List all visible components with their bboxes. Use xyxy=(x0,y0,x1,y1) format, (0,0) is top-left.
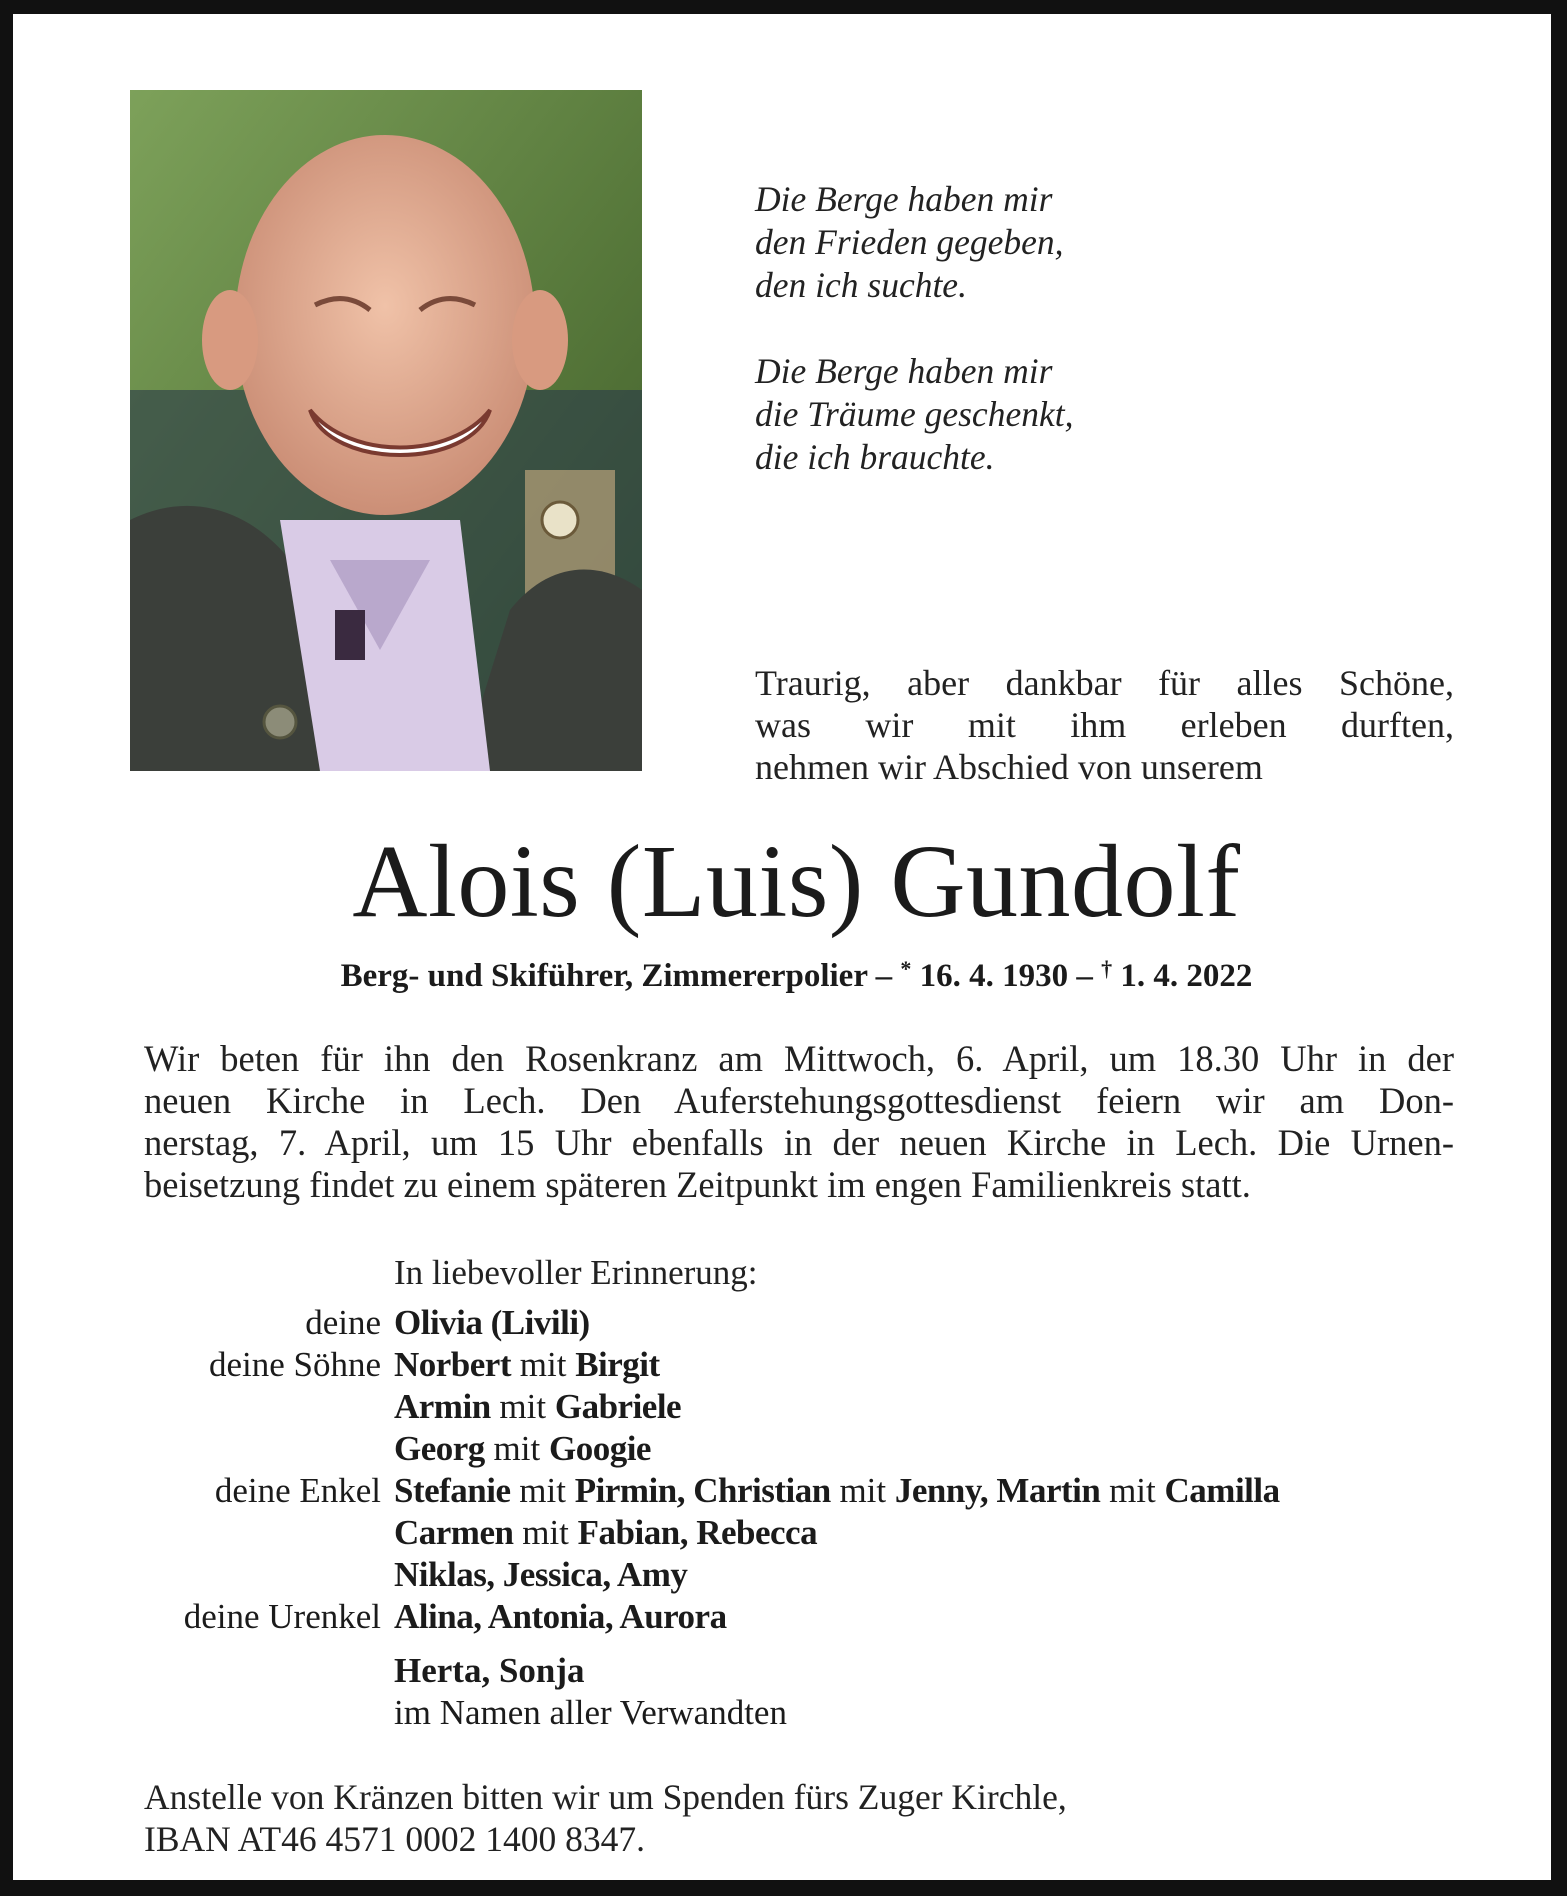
portrait-photo-illustration xyxy=(130,90,642,771)
deceased-name: Alois (Luis) Gundolf xyxy=(352,824,1241,939)
poem-line: die ich brauchte. xyxy=(755,437,995,477)
mourner-connector: mit xyxy=(484,1429,549,1468)
mourner-name: Pirmin, Christian xyxy=(574,1471,831,1510)
mourner-name: Birgit xyxy=(575,1345,660,1384)
mourner-name: Googie xyxy=(548,1429,651,1468)
mourner-name: Olivia (Livili) xyxy=(394,1303,590,1342)
mourner-name: Camilla xyxy=(1164,1471,1280,1510)
mourner-names xyxy=(394,1512,817,1554)
service-line: nerstag, 7. April, um 15 Uhr ebenfalls in der neuen Kirche in Lech. Die Urnen- xyxy=(144,1122,1454,1163)
service-announcement xyxy=(144,1038,1454,1206)
mourner-relation xyxy=(113,1554,394,1596)
poem xyxy=(755,178,1073,522)
mourner-connector: mit xyxy=(511,1345,576,1384)
mourner-name: Alina, Antonia, Aurora xyxy=(394,1597,727,1636)
poem-line: den Frieden gegeben, xyxy=(755,222,1064,262)
poem-line: Die Berge haben mir xyxy=(755,179,1053,219)
mourner-relation: deine xyxy=(305,1303,381,1342)
mourner-relation xyxy=(113,1512,394,1554)
mourner-relation: deine Urenkel xyxy=(183,1597,381,1636)
donation-line: Anstelle von Kränzen bitten wir um Spenden fürs Zuger Kirchle, xyxy=(144,1777,1067,1817)
mourners-list xyxy=(113,1302,1473,1638)
service-line: neuen Kirche in Lech. Den Auferstehungsgottesdienst feiern wir am Don- xyxy=(144,1080,1454,1121)
poem-stanza xyxy=(755,350,1073,479)
mourner-relation xyxy=(113,1386,394,1428)
closing-text: im Namen aller Verwandten xyxy=(394,1693,787,1732)
poem-line: den ich suchte. xyxy=(755,265,967,305)
mourner-name: Gabriele xyxy=(554,1387,682,1426)
mourner-row xyxy=(113,1344,1473,1386)
mourner-row xyxy=(113,1512,1473,1554)
service-line: Wir beten für ihn den Rosenkranz am Mittwoch, 6. April, um 18.30 Uhr in der xyxy=(144,1038,1454,1079)
mourner-row xyxy=(113,1386,1473,1428)
mourner-name: Armin xyxy=(394,1387,491,1426)
poem-line: Die Berge haben mir xyxy=(755,351,1053,391)
death-symbol: † xyxy=(1101,956,1113,981)
mourner-name: Fabian, Rebecca xyxy=(577,1513,818,1552)
mourner-names xyxy=(394,1554,687,1596)
mourner-connector: mit xyxy=(830,1471,895,1510)
birth-symbol: * xyxy=(900,956,912,981)
mourner-names xyxy=(394,1386,681,1428)
mourner-name: Stefanie xyxy=(394,1471,511,1510)
mourner-name: Niklas, Jessica, Amy xyxy=(394,1555,688,1594)
mourner-names xyxy=(394,1596,727,1638)
mourner-connector: mit xyxy=(510,1471,575,1510)
mourner-connector: mit xyxy=(490,1387,555,1426)
separator-dash: – xyxy=(1068,958,1102,994)
mourner-names xyxy=(394,1428,651,1470)
mourners-heading: In liebevoller Erinnerung: xyxy=(394,1253,758,1292)
mourner-row xyxy=(113,1596,1473,1638)
intro-line: nehmen wir Abschied von unserem xyxy=(755,747,1263,787)
occupation: Berg- und Skiführer, Zimmererpolier xyxy=(340,958,868,994)
donation-note xyxy=(144,1776,1067,1860)
poem-stanza xyxy=(755,178,1073,307)
closing-names: Herta, Sonja xyxy=(394,1651,585,1690)
mourner-row xyxy=(113,1302,1473,1344)
closing-signature xyxy=(394,1650,787,1734)
separator-dash: – xyxy=(867,958,901,994)
mourner-row xyxy=(113,1470,1473,1512)
mourner-row xyxy=(113,1554,1473,1596)
mourner-name: Carmen xyxy=(394,1513,514,1552)
mourner-connector: mit xyxy=(1100,1471,1165,1510)
service-line: beisetzung findet zu einem späteren Zeitpunkt im engen Familienkreis statt. xyxy=(144,1164,1251,1205)
birth-date: 16. 4. 1930 xyxy=(911,958,1069,994)
mourner-relation xyxy=(113,1428,394,1470)
mourner-relation: deine Söhne xyxy=(208,1345,381,1384)
intro-line: was wir mit ihm erleben durften, xyxy=(755,705,1454,745)
mourner-names xyxy=(394,1470,1280,1512)
intro-text xyxy=(755,662,1454,788)
mourner-row xyxy=(113,1428,1473,1470)
mourner-relation: deine Enkel xyxy=(214,1471,381,1510)
portrait-photo xyxy=(130,90,642,771)
mourner-name: Georg xyxy=(394,1429,485,1468)
mourner-names xyxy=(394,1302,590,1344)
deceased-details xyxy=(13,954,1567,998)
poem-line: die Träume geschenkt, xyxy=(755,394,1074,434)
intro-line: Traurig, aber dankbar für alles Schöne, xyxy=(755,663,1454,703)
death-date: 1. 4. 2022 xyxy=(1112,958,1253,994)
donation-line: IBAN AT46 4571 0002 1400 8347. xyxy=(144,1819,645,1859)
mourner-name: Norbert xyxy=(394,1345,512,1384)
mourner-name: Jenny, Martin xyxy=(894,1471,1101,1510)
mourner-names xyxy=(394,1344,660,1386)
mourner-connector: mit xyxy=(513,1513,578,1552)
